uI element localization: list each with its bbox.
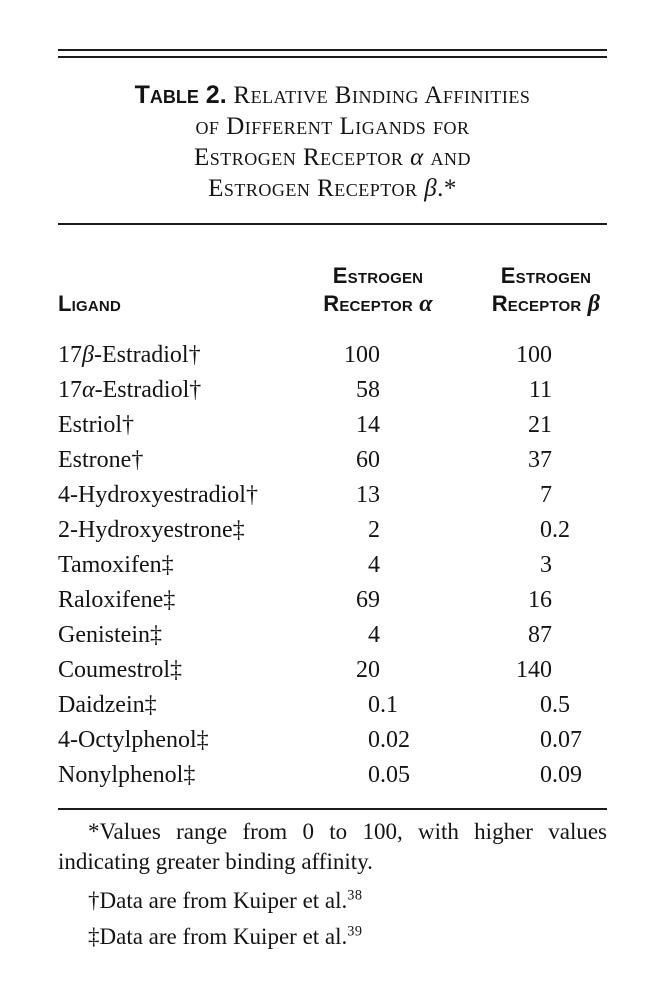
footnotes — [58, 817, 607, 958]
value-integer-part: 16 — [528, 587, 552, 613]
value-fraction-part: .07 — [552, 727, 582, 753]
binding-affinity-value — [470, 408, 552, 443]
binding-affinity-value — [470, 758, 582, 793]
value-integer-part: 58 — [356, 377, 380, 403]
table-body — [58, 338, 607, 793]
value-integer-part: 60 — [356, 447, 380, 473]
column-header-line: Estrogen — [332, 263, 424, 288]
column-header-line: Estrogen — [500, 263, 592, 288]
table-row — [58, 583, 607, 618]
greek-letter: α — [82, 377, 95, 403]
greek-letter: β — [82, 342, 94, 368]
table-title-line: Estrogen Receptor β.* — [208, 175, 457, 202]
table-row — [58, 688, 607, 723]
table-row — [58, 723, 607, 758]
binding-affinity-value — [298, 373, 380, 408]
column-header-estrogen-receptor-beta — [436, 262, 656, 318]
ligand-name: Estrone† — [58, 447, 144, 473]
value-integer-part: 4 — [368, 552, 380, 578]
value-integer-part: 13 — [356, 482, 380, 508]
ligand-name: Estriol† — [58, 412, 134, 438]
table-row — [58, 513, 607, 548]
value-integer-part: 37 — [528, 447, 552, 473]
binding-affinity-value — [470, 583, 552, 618]
binding-affinity-value — [298, 338, 380, 373]
binding-affinity-value — [470, 653, 552, 688]
greek-letter: β — [424, 175, 438, 202]
ligand-name: Genistein‡ — [58, 622, 162, 648]
binding-affinity-value — [298, 583, 380, 618]
binding-affinity-value — [298, 408, 380, 443]
binding-affinity-value — [470, 338, 552, 373]
value-integer-part: 0 — [540, 692, 552, 718]
value-integer-part: 0 — [368, 692, 380, 718]
binding-affinity-value — [470, 373, 552, 408]
table-row — [58, 443, 607, 478]
binding-affinity-value — [470, 478, 552, 513]
value-integer-part: 100 — [516, 342, 552, 368]
table-row — [58, 373, 607, 408]
binding-affinity-value — [470, 723, 582, 758]
table-title-line: Estrogen Receptor α and — [193, 144, 471, 171]
value-fraction-part: .05 — [380, 762, 410, 788]
greek-letter: α — [410, 144, 424, 171]
value-fraction-part: .1 — [380, 692, 398, 718]
binding-affinity-value — [298, 758, 410, 793]
greek-letter: β — [587, 291, 601, 317]
binding-affinity-value — [470, 688, 570, 723]
value-fraction-part: .2 — [552, 517, 570, 543]
table-title — [40, 80, 625, 204]
binding-affinity-value — [470, 513, 570, 548]
ligand-name: Nonylphenol‡ — [58, 762, 196, 788]
table-row — [58, 653, 607, 688]
value-integer-part: 0 — [368, 762, 380, 788]
table-row — [58, 478, 607, 513]
binding-affinity-value — [298, 723, 410, 758]
column-header-line: Receptor α — [323, 291, 433, 317]
value-integer-part: 0 — [368, 727, 380, 753]
binding-affinity-value — [298, 618, 380, 653]
table-row — [58, 548, 607, 583]
binding-affinity-value — [470, 548, 552, 583]
ligand-name: Tamoxifen‡ — [58, 552, 174, 578]
value-fraction-part: .09 — [552, 762, 582, 788]
binding-affinity-value — [298, 478, 380, 513]
top-double-rule — [58, 49, 607, 58]
ligand-name: 4-Octylphenol‡ — [58, 727, 209, 753]
value-fraction-part: .5 — [552, 692, 570, 718]
value-integer-part: 11 — [528, 377, 552, 403]
column-header-line: Receptor β — [491, 291, 601, 317]
value-integer-part: 0 — [540, 762, 552, 788]
binding-affinity-value — [298, 688, 398, 723]
value-integer-part: 140 — [516, 657, 552, 683]
footnote: ‡Data are from Kuiper et al.$^{39}$ — [88, 923, 363, 949]
reference-superscript: 38 — [347, 887, 363, 904]
value-integer-part: 0 — [540, 517, 552, 543]
footnote-separator-rule — [58, 808, 607, 810]
ligand-name: 17β-Estradiol† — [58, 342, 201, 368]
table-row — [58, 618, 607, 653]
ligand-name: 4-Hydroxyestradiol† — [58, 482, 258, 508]
value-integer-part: 2 — [368, 517, 380, 543]
table-row — [58, 408, 607, 443]
value-integer-part: 3 — [540, 552, 552, 578]
table-title-line: Table 2. Relative Binding Affinities — [134, 81, 531, 109]
table-row — [58, 338, 607, 373]
value-integer-part: 14 — [356, 412, 380, 438]
binding-affinity-value — [298, 513, 380, 548]
ligand-name: 17α-Estradiol† — [58, 377, 202, 403]
reference-superscript: 39 — [347, 923, 363, 940]
table-title-line: of Different Ligands for — [195, 113, 470, 140]
greek-letter: α — [419, 291, 433, 317]
table-number-label: Table 2. — [134, 81, 227, 109]
binding-affinity-value — [470, 443, 552, 478]
value-integer-part: 69 — [356, 587, 380, 613]
title-separator-rule — [58, 223, 607, 225]
ligand-name: 2-Hydroxyestrone‡ — [58, 517, 245, 543]
footnote: *Values range from 0 to 100, with higher values indicating greater binding affinity. — [58, 819, 607, 874]
ligand-name: Raloxifene‡ — [58, 587, 176, 613]
binding-affinity-value — [298, 548, 380, 583]
value-fraction-part: .02 — [380, 727, 410, 753]
value-integer-part: 100 — [344, 342, 380, 368]
value-integer-part: 20 — [356, 657, 380, 683]
value-integer-part: 4 — [368, 622, 380, 648]
table-row — [58, 758, 607, 793]
footnote: †Data are from Kuiper et al.$^{38}$ — [88, 887, 363, 913]
value-integer-part: 7 — [540, 482, 552, 508]
value-integer-part: 87 — [528, 622, 552, 648]
binding-affinity-value — [298, 653, 380, 688]
value-integer-part: 21 — [528, 412, 552, 438]
column-header-ligand: Ligand — [58, 291, 121, 316]
ligand-name: Daidzein‡ — [58, 692, 157, 718]
ligand-name: Coumestrol‡ — [58, 657, 182, 683]
value-integer-part: 0 — [540, 727, 552, 753]
binding-affinity-value — [470, 618, 552, 653]
binding-affinity-value — [298, 443, 380, 478]
